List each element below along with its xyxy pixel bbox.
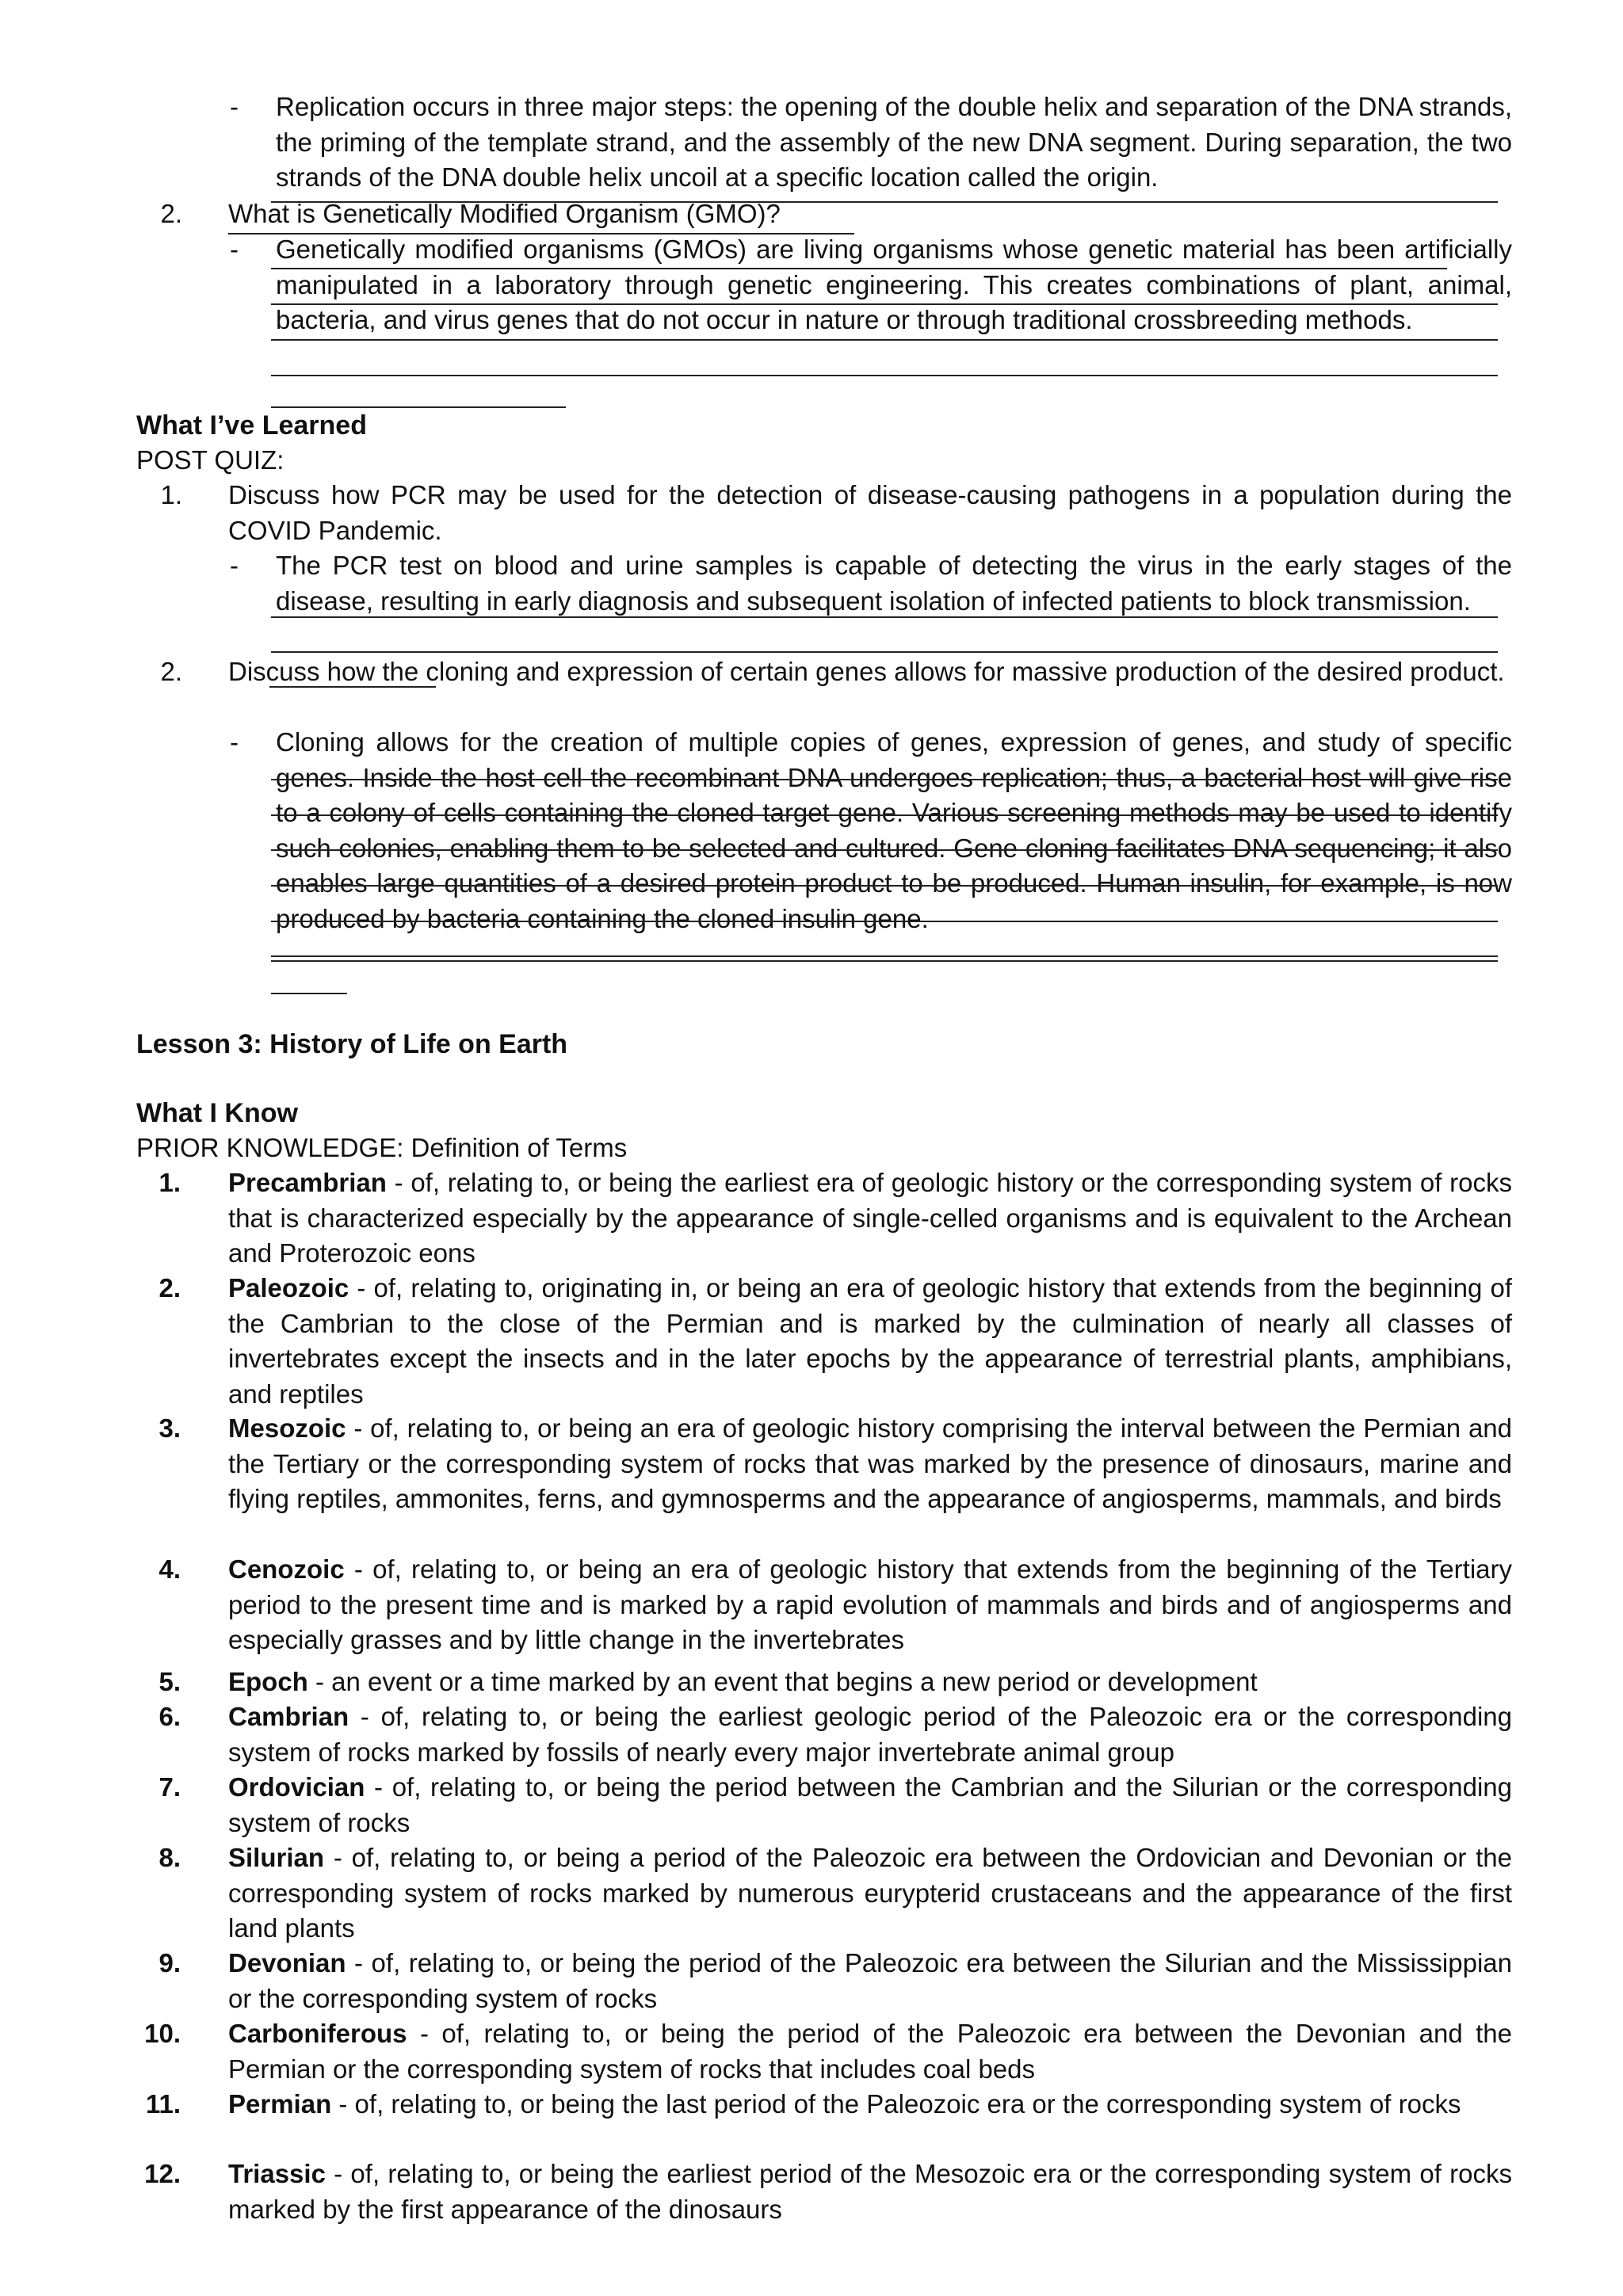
definition-item [139, 1946, 1512, 2016]
definition-text [228, 1770, 1512, 1840]
lesson-title: Lesson 3: History of Life on Earth [136, 1029, 568, 1059]
definition-text [228, 1271, 1512, 1412]
section-heading-know: What I Know [136, 1098, 298, 1128]
underline-stroke [271, 268, 1447, 269]
definition-number: 11. [145, 2089, 181, 2119]
strikethrough-stroke [271, 955, 1498, 957]
definition-meaning: - of, relating to, or being a period of the Paleozoic era between the Ordovician and Devonian or the corresponding system of rocks marked by numerous eurypterid crustaceans and the appearance of the first land plants [228, 1843, 1512, 1943]
bullet-gmo-text: Genetically modified organisms (GMOs) are living organisms whose genetic material has been artificially manipulated in a laboratory through genetic engineering. This creates combinations of plant, animal, bacteria, and virus genes that do not occur in nature or through traditional crossbreeding methods. [276, 235, 1512, 334]
definition-item [139, 2087, 1512, 2157]
underline-stroke [271, 339, 1498, 341]
definition-meaning: - of, relating to, originating in, or being an era of geologic history that extends from the beginning of the Cambrian to the close of the Permian and is marked by the culmination of nearly all classes of invertebrates except the insects and in the later epochs by the appearance of terrestrial plants, amphibians, and reptiles [228, 1273, 1512, 1409]
strikethrough-stroke [271, 814, 1498, 816]
underline-stroke [269, 686, 436, 688]
answer-cloning [230, 725, 1512, 978]
question-cloning-text: Discuss how the cloning and expression of certain genes allows for massive production of the desired product. [228, 657, 1505, 686]
definition-text [228, 1552, 1512, 1658]
definition-item [139, 1552, 1512, 1658]
definition-number: 10. [144, 2019, 181, 2048]
underline-stroke [271, 960, 1498, 962]
definition-item [139, 1411, 1512, 1552]
definition-item [139, 1770, 1512, 1840]
question-number: 2. [160, 199, 182, 228]
definition-term: Devonian [228, 1948, 346, 1978]
definition-text [228, 1699, 1512, 1770]
bullet-dash: - [230, 235, 239, 264]
question-gmo [151, 196, 1512, 233]
definition-text [228, 1946, 1512, 2016]
definition-meaning: - of, relating to, or being the period between the Cambrian and the Silurian or the corresponding system of rocks [228, 1772, 1512, 1837]
prior-knowledge-label: PRIOR KNOWLEDGE: Definition of Terms [136, 1133, 628, 1162]
answer-pcr-text: The PCR test on blood and urine samples is capable of detecting the virus in the early stages of the disease, resulting in early diagnosis and subsequent isolation of infected patients to block transmission. [276, 551, 1512, 616]
definition-number: 2. [158, 1273, 181, 1302]
definition-item [139, 1271, 1512, 1412]
definition-number: 4. [158, 1554, 181, 1584]
definition-term: Carboniferous [228, 2019, 407, 2048]
definition-text [228, 1165, 1512, 1272]
definition-term: Mesozoic [228, 1413, 346, 1443]
definition-list [139, 1165, 1512, 2224]
answer-cloning-text: Cloning allows for the creation of multiple copies of genes, expression of genes, and study of specific genes. Inside the host cell the recombinant DNA undergoes replication; thus, a bacterial host will give rise to a colony of cells containing the cloned target gene. Various screening methods may be used to identify such colonies, enabling them to be selected and cultured. Gene cloning facilitates DNA sequencing; it also enables large quantities of a desired protein product to be produced. Human insulin, for example, is now produced by bacteria containing the cloned insulin gene. [276, 727, 1512, 933]
definition-number: 5. [158, 1667, 181, 1696]
question-pcr-text: Discuss how PCR may be used for the detection of disease-causing pathogens in a population during the COVID Pandemic. [228, 480, 1512, 545]
definition-text [228, 1411, 1512, 1517]
bullet-replication [230, 90, 1512, 200]
strikethrough-stroke [271, 885, 1498, 887]
strikethrough-stroke [271, 779, 1498, 780]
definition-number: 6. [158, 1702, 181, 1731]
underline-stroke [271, 993, 347, 994]
underline-stroke [271, 651, 1498, 653]
question-gmo-text: What is Genetically Modified Organism (GMO)? [228, 199, 781, 228]
definition-meaning: - of, relating to, or being the last period of the Paleozoic era or the corresponding system of rocks [331, 2089, 1461, 2119]
underline-stroke [271, 303, 1498, 305]
definition-meaning: - of, relating to, or being an era of geologic history comprising the interval between the Permian and the Tertiary or the corresponding system of rocks that was marked by the presence of dinosaurs, marine and flying reptiles, ammonites, ferns, and gymnosperms and the appearance of angiosperms, mammals, and birds [228, 1413, 1512, 1513]
bullet-dash: - [230, 92, 239, 121]
question-number: 1. [160, 480, 182, 509]
question-number: 2. [160, 657, 182, 686]
strikethrough-stroke [271, 921, 1498, 922]
post-quiz-label: POST QUIZ: [136, 445, 285, 475]
question-pcr [151, 478, 1512, 549]
definition-item [139, 2016, 1512, 2087]
question-cloning [151, 654, 1512, 726]
definition-meaning: - of, relating to, or being the earliest geologic period of the Paleozoic era or the corresponding system of rocks marked by fossils of nearly every major invertebrate animal group [228, 1702, 1512, 1767]
underline-stroke [271, 375, 1498, 376]
definition-term: Precambrian [228, 1168, 387, 1197]
definition-meaning: - of, relating to, or being the earliest period of the Mesozoic era or the corresponding system of rocks marked by the first appearance of the dinosaurs [228, 2159, 1512, 2224]
definition-term: Cenozoic [228, 1554, 345, 1584]
definition-number: 1. [158, 1168, 181, 1197]
definition-number: 7. [158, 1772, 181, 1802]
definition-term: Epoch [228, 1667, 308, 1696]
definition-number: 3. [158, 1413, 181, 1443]
underline-stroke [271, 616, 1498, 618]
section-heading-learned: What I’ve Learned [136, 410, 367, 441]
definition-item [139, 1840, 1512, 1947]
definition-meaning: - of, relating to, or being the period of the Paleozoic era between the Silurian and the Mississippian or the corresponding system of rocks [228, 1948, 1512, 2013]
strikethrough-stroke [271, 849, 1498, 851]
definition-meaning: - an event or a time marked by an event that begins a new period or development [307, 1667, 1258, 1696]
bullet-dash: - [230, 727, 239, 757]
definition-term: Ordovician [228, 1772, 365, 1802]
definition-item [139, 1665, 1512, 1700]
definition-term: Permian [228, 2089, 332, 2119]
definition-text [228, 2157, 1512, 2227]
definition-text [228, 1665, 1512, 1700]
definition-number: 12. [144, 2159, 181, 2188]
definition-item [139, 1699, 1512, 1770]
definition-meaning: - of, relating to, or being the earliest era of geologic history or the corresponding system of rocks that is characterized especially by the appearance of single-celled organisms and is equivalent to the Archean and Proterozoic eons [228, 1168, 1512, 1268]
answer-pcr [230, 548, 1512, 659]
definition-term: Silurian [228, 1843, 325, 1872]
definition-number: 8. [158, 1843, 181, 1872]
bullet-replication-text: Replication occurs in three major steps: the opening of the double helix and separation of the DNA strands, the priming of the template strand, and the assembly of the new DNA segment. During separation, the two strands of the DNA double helix uncoil at a specific location called the origin. [276, 92, 1512, 192]
definition-term: Cambrian [228, 1702, 349, 1731]
definition-number: 9. [158, 1948, 181, 1978]
definition-meaning: - of, relating to, or being an era of geologic history that extends from the beginning of the Tertiary period to the present time and is marked by a rapid evolution of mammals and birds and of angiosperms and especially grasses and by little change in the invertebrates [228, 1554, 1512, 1654]
definition-text [228, 1840, 1512, 1947]
definition-term: Triassic [228, 2159, 326, 2188]
definition-item [139, 1165, 1512, 1272]
bullet-dash: - [230, 551, 239, 580]
definition-term: Paleozoic [228, 1273, 349, 1302]
definition-text [228, 2016, 1512, 2087]
definition-meaning: - of, relating to, or being the period of the Paleozoic era between the Devonian and the Permian or the corresponding system of rocks that includes coal beds [228, 2019, 1512, 2084]
definition-text [228, 2087, 1512, 2122]
definition-item [139, 2157, 1512, 2227]
